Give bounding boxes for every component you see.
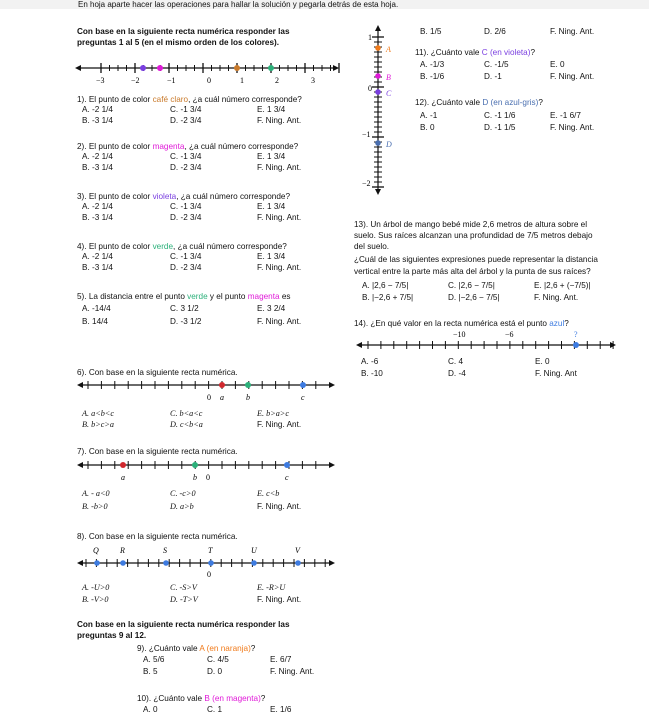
intro2-line-1: Con base en la siguiente recta numérica responder las: [77, 620, 290, 629]
label-zero: 0: [206, 473, 210, 482]
q6-text: 6). Con base en la siguiente recta numérica.: [77, 368, 238, 377]
label-R: R: [120, 546, 125, 555]
q13-line: suelo. Sus raíces alcanzan una profundidad de 7/5 metros debajo: [354, 231, 593, 240]
tick-label: −2: [131, 76, 140, 85]
q7-opt: A. - a<0: [82, 489, 110, 498]
label-minus-6: −6: [505, 330, 514, 339]
q10-opt: C. 1: [207, 705, 223, 714]
magenta-point: [157, 65, 163, 71]
label-S: S: [163, 546, 167, 555]
header-instruction: En hoja aparte hacer las operaciones para hallar la solución y pegarla detrás de esta hoja.: [78, 0, 399, 9]
q13-line: vertical entre la parte más alta del árbol y la punta de sus raíces?: [354, 267, 591, 276]
label-c: c: [285, 473, 289, 482]
q13-opt: B. |−2,6 + 7/5|: [362, 293, 414, 302]
q14-opt: C. 4: [448, 357, 464, 366]
point-b: [245, 382, 251, 388]
q4-opt: B. -3 1/4: [82, 263, 113, 272]
q10-opt: E. 1/6: [270, 705, 292, 714]
label-C: C: [386, 89, 392, 98]
q10-opt: B. 1/5: [420, 27, 442, 36]
point-b: [192, 462, 198, 468]
q13-line: ¿Cuál de las siguientes expresiones puede representar la distancia: [354, 255, 598, 264]
number-line-q14: [356, 328, 618, 354]
q11-opt: E. 0: [550, 60, 565, 69]
q9-opt: F. Ning. Ant.: [270, 667, 315, 676]
label-zero: 0: [207, 393, 211, 402]
q4-opt: C. -1 3/4: [170, 252, 202, 261]
q9-opt: B. 5: [143, 667, 158, 676]
q6-opt: B. b>c>a: [82, 420, 114, 429]
q6-opt: F. Ning. Ant.: [257, 420, 302, 429]
q7-opt: B. -b>0: [82, 502, 108, 511]
q4-text: 4). El punto de color verde, ¿a cuál número corresponde?: [77, 242, 287, 251]
q6-opt: D. c<b<a: [170, 420, 203, 429]
q7-opt: E. c<b: [257, 489, 280, 498]
q4-opt: D. -2 3/4: [170, 263, 202, 272]
q2-text: 2). El punto de color magenta, ¿a cuál número corresponde?: [77, 142, 299, 151]
q1-opt: C. -1 3/4: [170, 105, 202, 114]
q14-opt: B. -10: [361, 369, 383, 378]
q12-opt: A. -1: [420, 111, 438, 120]
number-line-1: [75, 60, 340, 90]
q12-text: 12). ¿Cuánto vale D (en azul-gris)?: [415, 98, 543, 107]
number-line-q8: [77, 544, 337, 580]
q8-opt: B. -V>0: [82, 595, 109, 604]
label-V: V: [295, 546, 300, 555]
tick-label: −3: [96, 76, 105, 85]
q14-opt: A. -6: [361, 357, 379, 366]
label-zero: 0: [368, 84, 372, 93]
q14-opt: E. 0: [535, 357, 550, 366]
label-A: A: [386, 45, 391, 54]
point-azul: [573, 342, 579, 348]
q5-opt: F. Ning. Ant.: [257, 317, 302, 326]
tick-label: 2: [275, 76, 279, 85]
label-one: 1: [368, 33, 372, 42]
verde-point: [268, 65, 274, 71]
q2-opt: A. -2 1/4: [82, 152, 113, 161]
q11-opt: F. Ning. Ant.: [550, 72, 595, 81]
intro-line-2: preguntas 1 al 5 (en el mismo orden de los colores).: [77, 38, 280, 47]
q8-opt: A. -U>0: [82, 583, 110, 592]
q6-opt: E. b>a>c: [257, 409, 289, 418]
q10-opt: F. Ning. Ant.: [550, 27, 595, 36]
q5-opt: B. 14/4: [82, 317, 108, 326]
q9-opt: C. 4/5: [207, 655, 229, 664]
q1-text: 1). El punto de color café claro, ¿a cuál número corresponde?: [77, 95, 302, 104]
q1-opt: B. -3 1/4: [82, 116, 113, 125]
tick-label: 0: [207, 76, 211, 85]
q11-text: 11). ¿Cuánto vale C (en violeta)?: [415, 48, 536, 57]
q11-opt: B. -1/6: [420, 72, 445, 81]
q8-opt: C. -S>V: [170, 583, 197, 592]
violeta-point: [140, 65, 146, 71]
q13-opt: A. |2,6 − 7/5|: [362, 281, 409, 290]
q4-opt: F. Ning. Ant.: [257, 263, 302, 272]
q8-opt: E. -R>U: [257, 583, 286, 592]
q1-opt: A. -2 1/4: [82, 105, 113, 114]
q2-opt: C. -1 3/4: [170, 152, 202, 161]
q4-opt: A. -2 1/4: [82, 252, 113, 261]
label-a: a: [121, 473, 125, 482]
q7-opt: D. a>b: [170, 502, 194, 511]
number-line-q7: [77, 460, 337, 486]
label-B: B: [386, 73, 391, 82]
q2-opt: E. 1 3/4: [257, 152, 286, 161]
q6-opt: C. b<a<c: [170, 409, 203, 418]
q12-opt: B. 0: [420, 123, 435, 132]
number-line-q6: [77, 380, 337, 406]
q13-line: 13). Un árbol de mango bebé mide 2,6 metros de altura sobre el: [354, 220, 588, 229]
q11-opt: C. -1/5: [484, 60, 509, 69]
tick-label: 1: [240, 76, 244, 85]
q3-opt: B. -3 1/4: [82, 213, 113, 222]
point-B: [375, 73, 381, 79]
point-a: [219, 382, 225, 388]
label-zero: 0: [207, 570, 211, 579]
q8-text: 8). Con base en la siguiente recta numérica.: [77, 532, 238, 541]
q10-opt: A. 0: [143, 705, 158, 714]
q11-opt: D. -1: [484, 72, 502, 81]
q1-opt: D. -2 3/4: [170, 116, 202, 125]
q2-opt: F. Ning. Ant.: [257, 163, 302, 172]
q3-opt: A. -2 1/4: [82, 202, 113, 211]
q9-text: 9). ¿Cuánto vale A (en naranja)?: [137, 644, 256, 653]
q13-opt: E. |2,6 + (−7/5)|: [534, 281, 591, 290]
cafe-point: [234, 65, 240, 71]
label-minus-two: −2: [362, 179, 371, 188]
q12-opt: F. Ning. Ant.: [550, 123, 595, 132]
q12-opt: E. -1 6/7: [550, 111, 581, 120]
q14-opt: F. Ning. Ant: [535, 369, 577, 378]
q5-text: 5). La distancia entre el punto verde y el punto magenta es: [77, 292, 291, 301]
q14-opt: D. -4: [448, 369, 466, 378]
tick-label: 3: [311, 76, 315, 85]
q5-opt: C. 3 1/2: [170, 304, 199, 313]
q3-opt: E. 1 3/4: [257, 202, 286, 211]
q13-opt: C. |2,6 − 7/5|: [448, 281, 495, 290]
q1-opt: E. 1 3/4: [257, 105, 286, 114]
q11-opt: A. -1/3: [420, 60, 445, 69]
q9-opt: E. 6/7: [270, 655, 292, 664]
q7-text: 7). Con base en la siguiente recta numérica.: [77, 447, 238, 456]
q13-opt: F. Ning. Ant.: [534, 293, 579, 302]
q4-opt: E. 1 3/4: [257, 252, 286, 261]
label-D: D: [386, 140, 392, 149]
tick-label: −1: [167, 76, 176, 85]
label-minus-10: −10: [453, 330, 466, 339]
point-a: [120, 462, 126, 468]
q9-opt: A. 5/6: [143, 655, 165, 664]
point-C: [375, 89, 381, 95]
q13-line: del suelo.: [354, 242, 390, 251]
intro-line-1: Con base en la siguiente recta numérica responder las: [77, 27, 290, 36]
label-a: a: [220, 393, 224, 402]
label-question: ?: [574, 330, 578, 339]
q5-opt: D. -3 1/2: [170, 317, 202, 326]
point-c: [284, 462, 290, 468]
q9-opt: D. 0: [207, 667, 223, 676]
label-T: T: [208, 546, 213, 555]
point-A: [375, 45, 381, 51]
q3-opt: F. Ning. Ant.: [257, 213, 302, 222]
q2-opt: D. -2 3/4: [170, 163, 202, 172]
label-c: c: [301, 393, 305, 402]
q5-opt: E. 3 2/4: [257, 304, 286, 313]
q12-opt: D. -1 1/5: [484, 123, 516, 132]
q13-opt: D. |−2,6 − 7/5|: [448, 293, 500, 302]
q14-text: 14). ¿En qué valor en la recta numérica está el punto azul?: [354, 319, 569, 328]
q8-opt: F. Ning. Ant.: [257, 595, 302, 604]
q8-opt: D. -T>V: [170, 595, 198, 604]
q1-opt: F. Ning. Ant.: [257, 116, 302, 125]
label-U: U: [251, 546, 257, 555]
point-c: [300, 382, 306, 388]
q10-opt: D. 2/6: [484, 27, 506, 36]
point-D: [375, 140, 381, 146]
intro2-line-2: preguntas 9 al 12.: [77, 631, 147, 640]
q6-opt: A. a<b<c: [82, 409, 114, 418]
q2-opt: B. -3 1/4: [82, 163, 113, 172]
q3-opt: D. -2 3/4: [170, 213, 202, 222]
q12-opt: C. -1 1/6: [484, 111, 516, 120]
q7-opt: F. Ning. Ant.: [257, 502, 302, 511]
q3-opt: C. -1 3/4: [170, 202, 202, 211]
q3-text: 3). El punto de color violeta, ¿a cuál número corresponde?: [77, 192, 291, 201]
q10-text: 10). ¿Cuánto vale B (en magenta)?: [137, 694, 266, 703]
q7-opt: C. -c>0: [170, 489, 196, 498]
label-Q: Q: [93, 546, 99, 555]
q5-opt: A. -14/4: [82, 304, 111, 313]
label-minus-one: −1: [362, 130, 371, 139]
label-b: b: [246, 393, 250, 402]
vertical-number-line: [358, 25, 408, 195]
label-b: b: [193, 473, 197, 482]
